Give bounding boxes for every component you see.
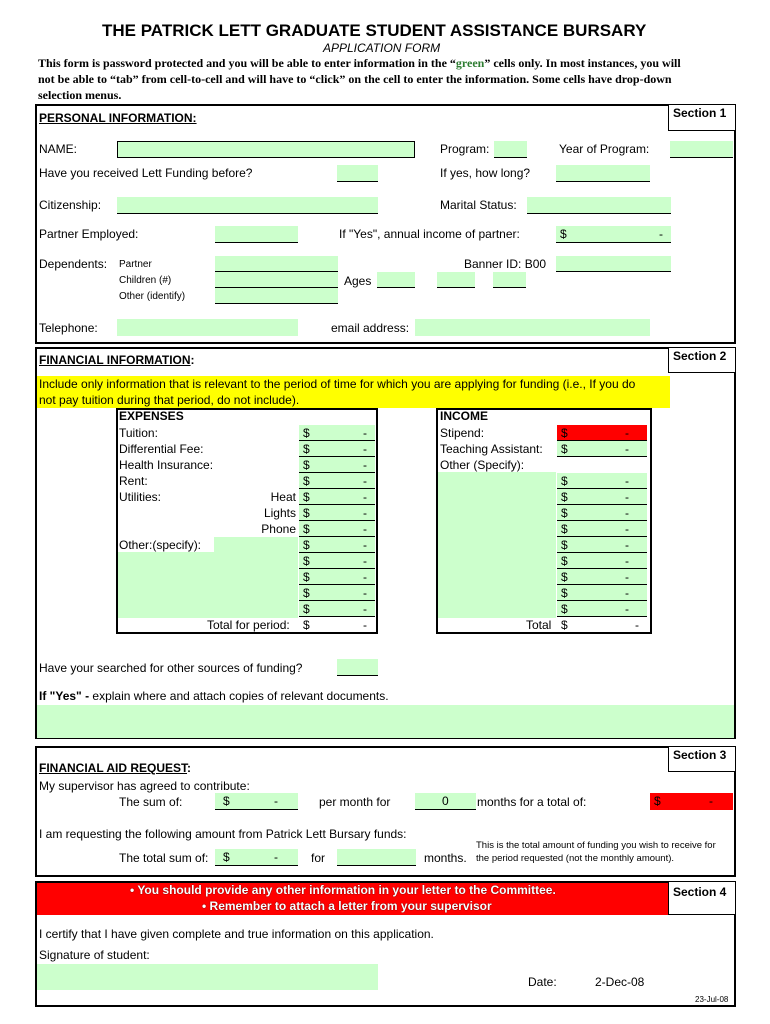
expense-amount-input[interactable]: $ - (299, 489, 375, 505)
expense-label: Differential Fee: (119, 442, 204, 456)
months-label: months. (424, 851, 467, 865)
name-input[interactable] (117, 141, 415, 158)
expense-amount-input[interactable]: $ - (299, 569, 375, 585)
months-total-label: months for a total of: (477, 795, 587, 809)
expense-label: Other:(specify): (119, 538, 202, 552)
expense-label: Health Insurance: (119, 458, 214, 472)
other-sources-explanation[interactable] (37, 705, 734, 738)
income-amount-input[interactable]: $ - (557, 601, 647, 617)
partner-income-label: If "Yes", annual income of partner: (339, 227, 520, 241)
income-amount-input[interactable]: $ - (557, 537, 647, 553)
income-amount-input[interactable]: $ - (557, 585, 647, 601)
request-note-line-2: the period requested (not the monthly amount). (476, 853, 675, 864)
total-sum-label: The total sum of: (119, 851, 209, 865)
requesting-label: I am requesting the following amount from Patrick Lett Bursary funds: (39, 827, 407, 841)
instructions-line-1: This form is password protected and you will be able to enter information in the “green” cells only. In most instances, you will (38, 56, 681, 70)
tuition-note-line-2: not pay tuition during that period, do not include). (39, 393, 300, 407)
expense-amount-input[interactable]: $ - (299, 425, 375, 441)
expenses-other-green-top (214, 537, 298, 553)
name-label: NAME: (39, 142, 78, 156)
expense-sublabel: Phone (261, 522, 296, 536)
footer-date: 23-Jul-08 (695, 995, 729, 1004)
expense-amount-input[interactable]: $ - (299, 601, 375, 617)
income-amount-input[interactable]: $ - (557, 441, 647, 457)
certify-text: I certify that I have given complete and true information on this application. (39, 927, 434, 941)
if-yes-label: If "Yes" - explain where and attach copies of relevant documents. (39, 689, 389, 703)
income-amount-input[interactable]: $ - (557, 489, 647, 505)
expense-label: Utilities: (119, 490, 162, 504)
dep-other-input[interactable] (215, 288, 338, 304)
email-label: email address: (331, 321, 410, 335)
income-total-label: Total (526, 618, 552, 632)
age-input-2[interactable] (437, 272, 475, 288)
other-sources-label: Have your searched for other sources of funding? (39, 661, 303, 675)
marital-select[interactable] (527, 197, 671, 214)
expense-label: Rent: (119, 474, 148, 488)
lett-funding-select[interactable] (337, 165, 378, 182)
dep-children-input[interactable] (215, 272, 338, 288)
program-input[interactable] (494, 141, 527, 158)
tuition-note-line-1: Include only information that is relevant to the period of time for which you are applying for funding (i.e., If you do (39, 377, 636, 391)
dep-children-label: Children (#) (119, 275, 172, 286)
income-label: Teaching Assistant: (440, 442, 543, 456)
request-note-line-1: This is the total amount of funding you wish to receive for (476, 840, 716, 851)
income-amount-input[interactable]: $ - (557, 505, 647, 521)
telephone-label: Telephone: (39, 321, 98, 335)
per-month-label: per month for (319, 795, 391, 809)
income-heading: INCOME (440, 409, 488, 423)
how-long-input[interactable] (556, 165, 650, 182)
financial-info-heading: FINANCIAL INFORMATION: (39, 353, 195, 367)
dep-other-label: Other (identify) (119, 291, 186, 302)
banner-id-label: Banner ID: B00 (464, 257, 547, 271)
partner-income-input[interactable]: $ - (556, 226, 671, 243)
signature-label: Signature of student: (39, 948, 150, 962)
supervisor-total-value: $ - (650, 793, 733, 810)
section3-label: Section 3 (668, 746, 736, 772)
ages-label: Ages (344, 274, 372, 288)
income-amount-input[interactable]: $ - (557, 473, 647, 489)
date-label: Date: (528, 975, 557, 989)
age-input-3[interactable] (493, 272, 526, 288)
signature-input[interactable] (37, 964, 378, 990)
citizenship-input[interactable] (117, 197, 378, 214)
how-long-label: If yes, how long? (440, 166, 531, 180)
supervisor-sum-input[interactable]: $ - (215, 793, 298, 810)
email-input[interactable] (415, 319, 650, 336)
expense-label: Tuition: (119, 426, 158, 440)
lett-funding-label: Have you received Lett Funding before? (39, 166, 253, 180)
expense-amount-input[interactable]: $ - (299, 537, 375, 553)
other-sources-select[interactable] (337, 659, 378, 676)
personal-info-heading: PERSONAL INFORMATION: (39, 111, 197, 125)
citizenship-label: Citizenship: (39, 198, 102, 212)
sum-of-label: The sum of: (119, 795, 183, 809)
expense-amount-input[interactable]: $ - (299, 457, 375, 473)
expense-sublabel: Lights (263, 506, 296, 520)
reminder-line-1: • You should provide any other information in your letter to the Committee. (130, 883, 556, 897)
requested-months-input[interactable] (337, 849, 416, 866)
program-label: Program: (440, 142, 490, 156)
expenses-total-value: $ - (303, 618, 367, 632)
expense-sublabel: Heat (270, 490, 296, 504)
expenses-heading: EXPENSES (119, 409, 184, 423)
section1-box (35, 104, 736, 344)
expense-amount-input[interactable]: $ - (299, 553, 375, 569)
expenses-other-green (118, 552, 298, 618)
date-value: 2-Dec-08 (595, 975, 645, 989)
income-other-green (438, 472, 556, 618)
income-total-value: $ - (561, 618, 639, 632)
partner-employed-select[interactable] (215, 226, 298, 243)
expense-amount-input[interactable]: $ - (299, 521, 375, 537)
telephone-input[interactable] (117, 319, 298, 336)
year-input[interactable] (670, 141, 733, 158)
months-input[interactable]: 0 (415, 793, 476, 810)
income-amount-input[interactable]: $ - (557, 569, 647, 585)
section1-label: Section 1 (668, 104, 736, 131)
expense-amount-input[interactable]: $ - (299, 505, 375, 521)
instructions-line-3: selection menus. (38, 88, 122, 102)
year-label: Year of Program: (559, 142, 650, 156)
requested-sum-input[interactable]: $ - (215, 849, 298, 866)
form-subtitle: APPLICATION FORM (323, 41, 441, 55)
dependents-label: Dependents: (39, 257, 108, 271)
income-amount-input[interactable]: $ - (557, 521, 647, 537)
section4-label: Section 4 (668, 881, 736, 915)
age-input-1[interactable] (377, 272, 415, 288)
marital-label: Marital Status: (440, 198, 517, 212)
income-label: Other (Specify): (440, 458, 525, 472)
supervisor-label: My supervisor has agreed to contribute: (39, 779, 250, 793)
income-amount-input: $ - (557, 425, 647, 441)
instructions-line-2: not be able to “tab” from cell-to-cell and will have to “click” on the cell to enter the information. Some cells have drop-down (38, 72, 672, 86)
dep-partner-label: Partner (119, 259, 152, 270)
for-label: for (311, 851, 326, 865)
dep-partner-input[interactable] (215, 256, 338, 272)
reminder-line-2: • Remember to attach a letter from your supervisor (202, 899, 492, 913)
expenses-total-label: Total for period: (207, 618, 290, 632)
income-label: Stipend: (440, 426, 485, 440)
partner-employed-label: Partner Employed: (39, 227, 139, 241)
expense-amount-input[interactable]: $ - (299, 473, 375, 489)
form-title: THE PATRICK LETT GRADUATE STUDENT ASSISTANCE BURSARY (102, 21, 647, 40)
income-amount-input[interactable]: $ - (557, 553, 647, 569)
expense-amount-input[interactable]: $ - (299, 441, 375, 457)
banner-id-input[interactable] (556, 256, 671, 272)
expense-amount-input[interactable]: $ - (299, 585, 375, 601)
section2-label: Section 2 (668, 347, 736, 373)
financial-aid-heading: FINANCIAL AID REQUEST: (39, 761, 192, 775)
